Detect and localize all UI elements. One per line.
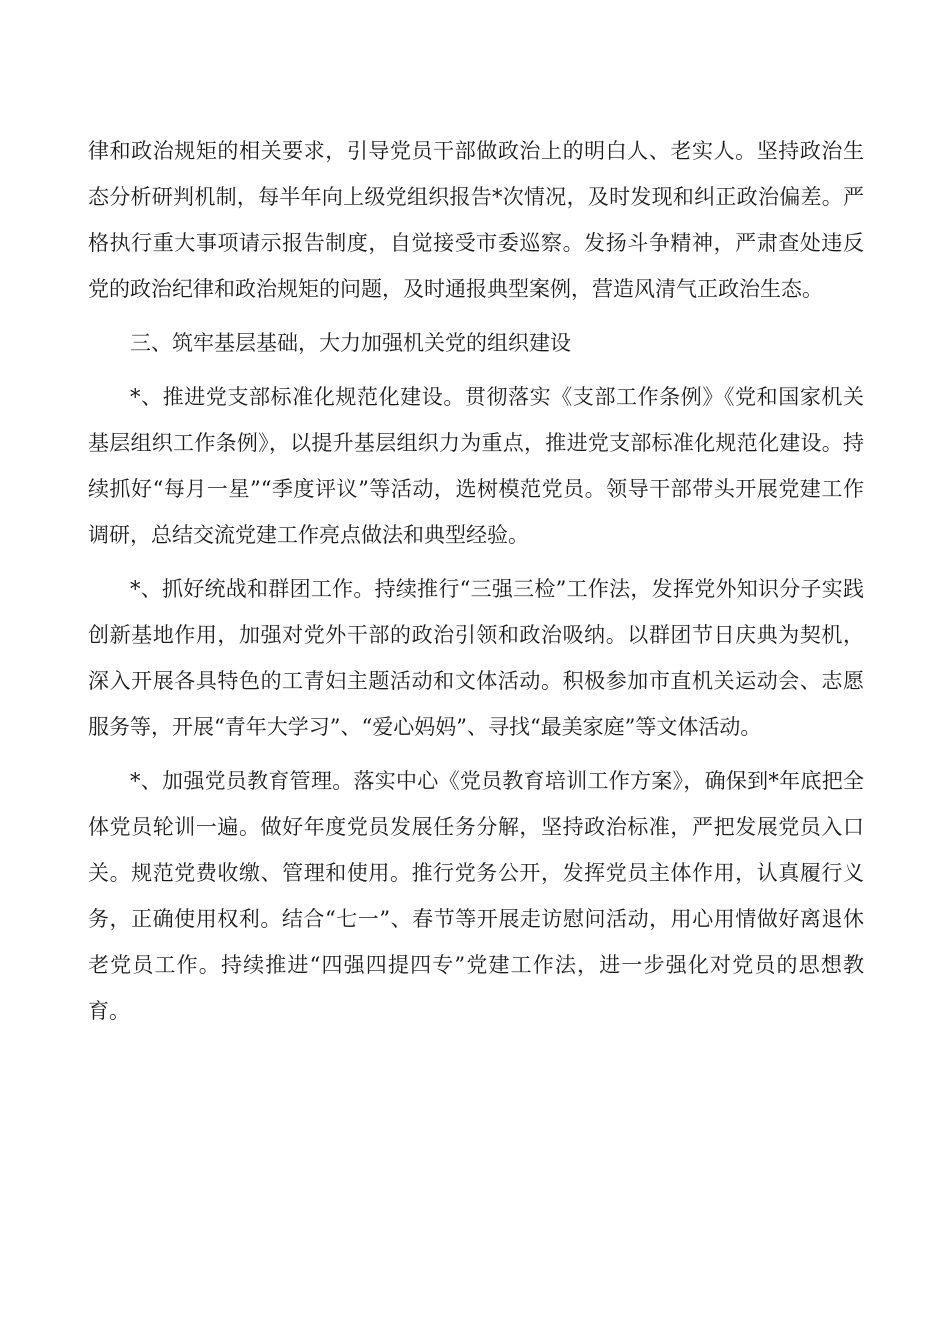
paragraph-member-education: *、加强党员教育管理。落实中心《党员教育培训工作方案》，确保到*年底把全体党员轮训一遍。做好年度党员发展任务分解，坚持政治标准，严把发展党员入口关。规范党费收缴、管理和使用。推行党务公开，发挥党员主体作用，认真履行义务，正确使用权利。结合“七一”、春节等开展走访慰问活动，用心用情做好离退休老党员工作。持续推进“四强四提四专”党建工作法，进一步强化对党员的思想教育。 [88, 769, 864, 1023]
paragraph-branch-standardization: *、推进党支部标准化规范化建设。贯彻落实《支部工作条例》《党和国家机关基层组织工作条例》，以提升基层组织力为重点，推进党支部标准化规范化建设。持续抓好“每月一星”“季度评议”等活动，选树模范党员。领导干部带头开展党建工作调研，总结交流党建工作亮点做法和典型经验。 [88, 385, 864, 547]
document-body [88, 128, 864, 1042]
paragraph-continuation: 律和政治规矩的相关要求，引导党员干部做政治上的明白人、老实人。坚持政治生态分析研判机制，每半年向上级党组织报告*次情况，及时发现和纠正政治偏差。严格执行重大事项请示报告制度，自觉接受市委巡察。发扬斗争精神，严肃查处违反党的政治纪律和政治规矩的问题，及时通报典型案例，营造风清气正政治生态。 [88, 139, 864, 301]
paragraph-united-front: *、抓好统战和群团工作。持续推行“三强三检”工作法，发挥党外知识分子实践创新基地作用，加强对党外干部的政治引领和政治吸纳。以群团节日庆典为契机，深入开展各具特色的工青妇主题活动和文体活动。积极参加市直机关运动会、志愿服务等，开展“青年大学习”、“爱心妈妈”、寻找“最美家庭”等文体活动。 [88, 577, 864, 739]
section-heading: 三、筑牢基层基础，大力加强机关党的组织建设 [130, 331, 571, 355]
